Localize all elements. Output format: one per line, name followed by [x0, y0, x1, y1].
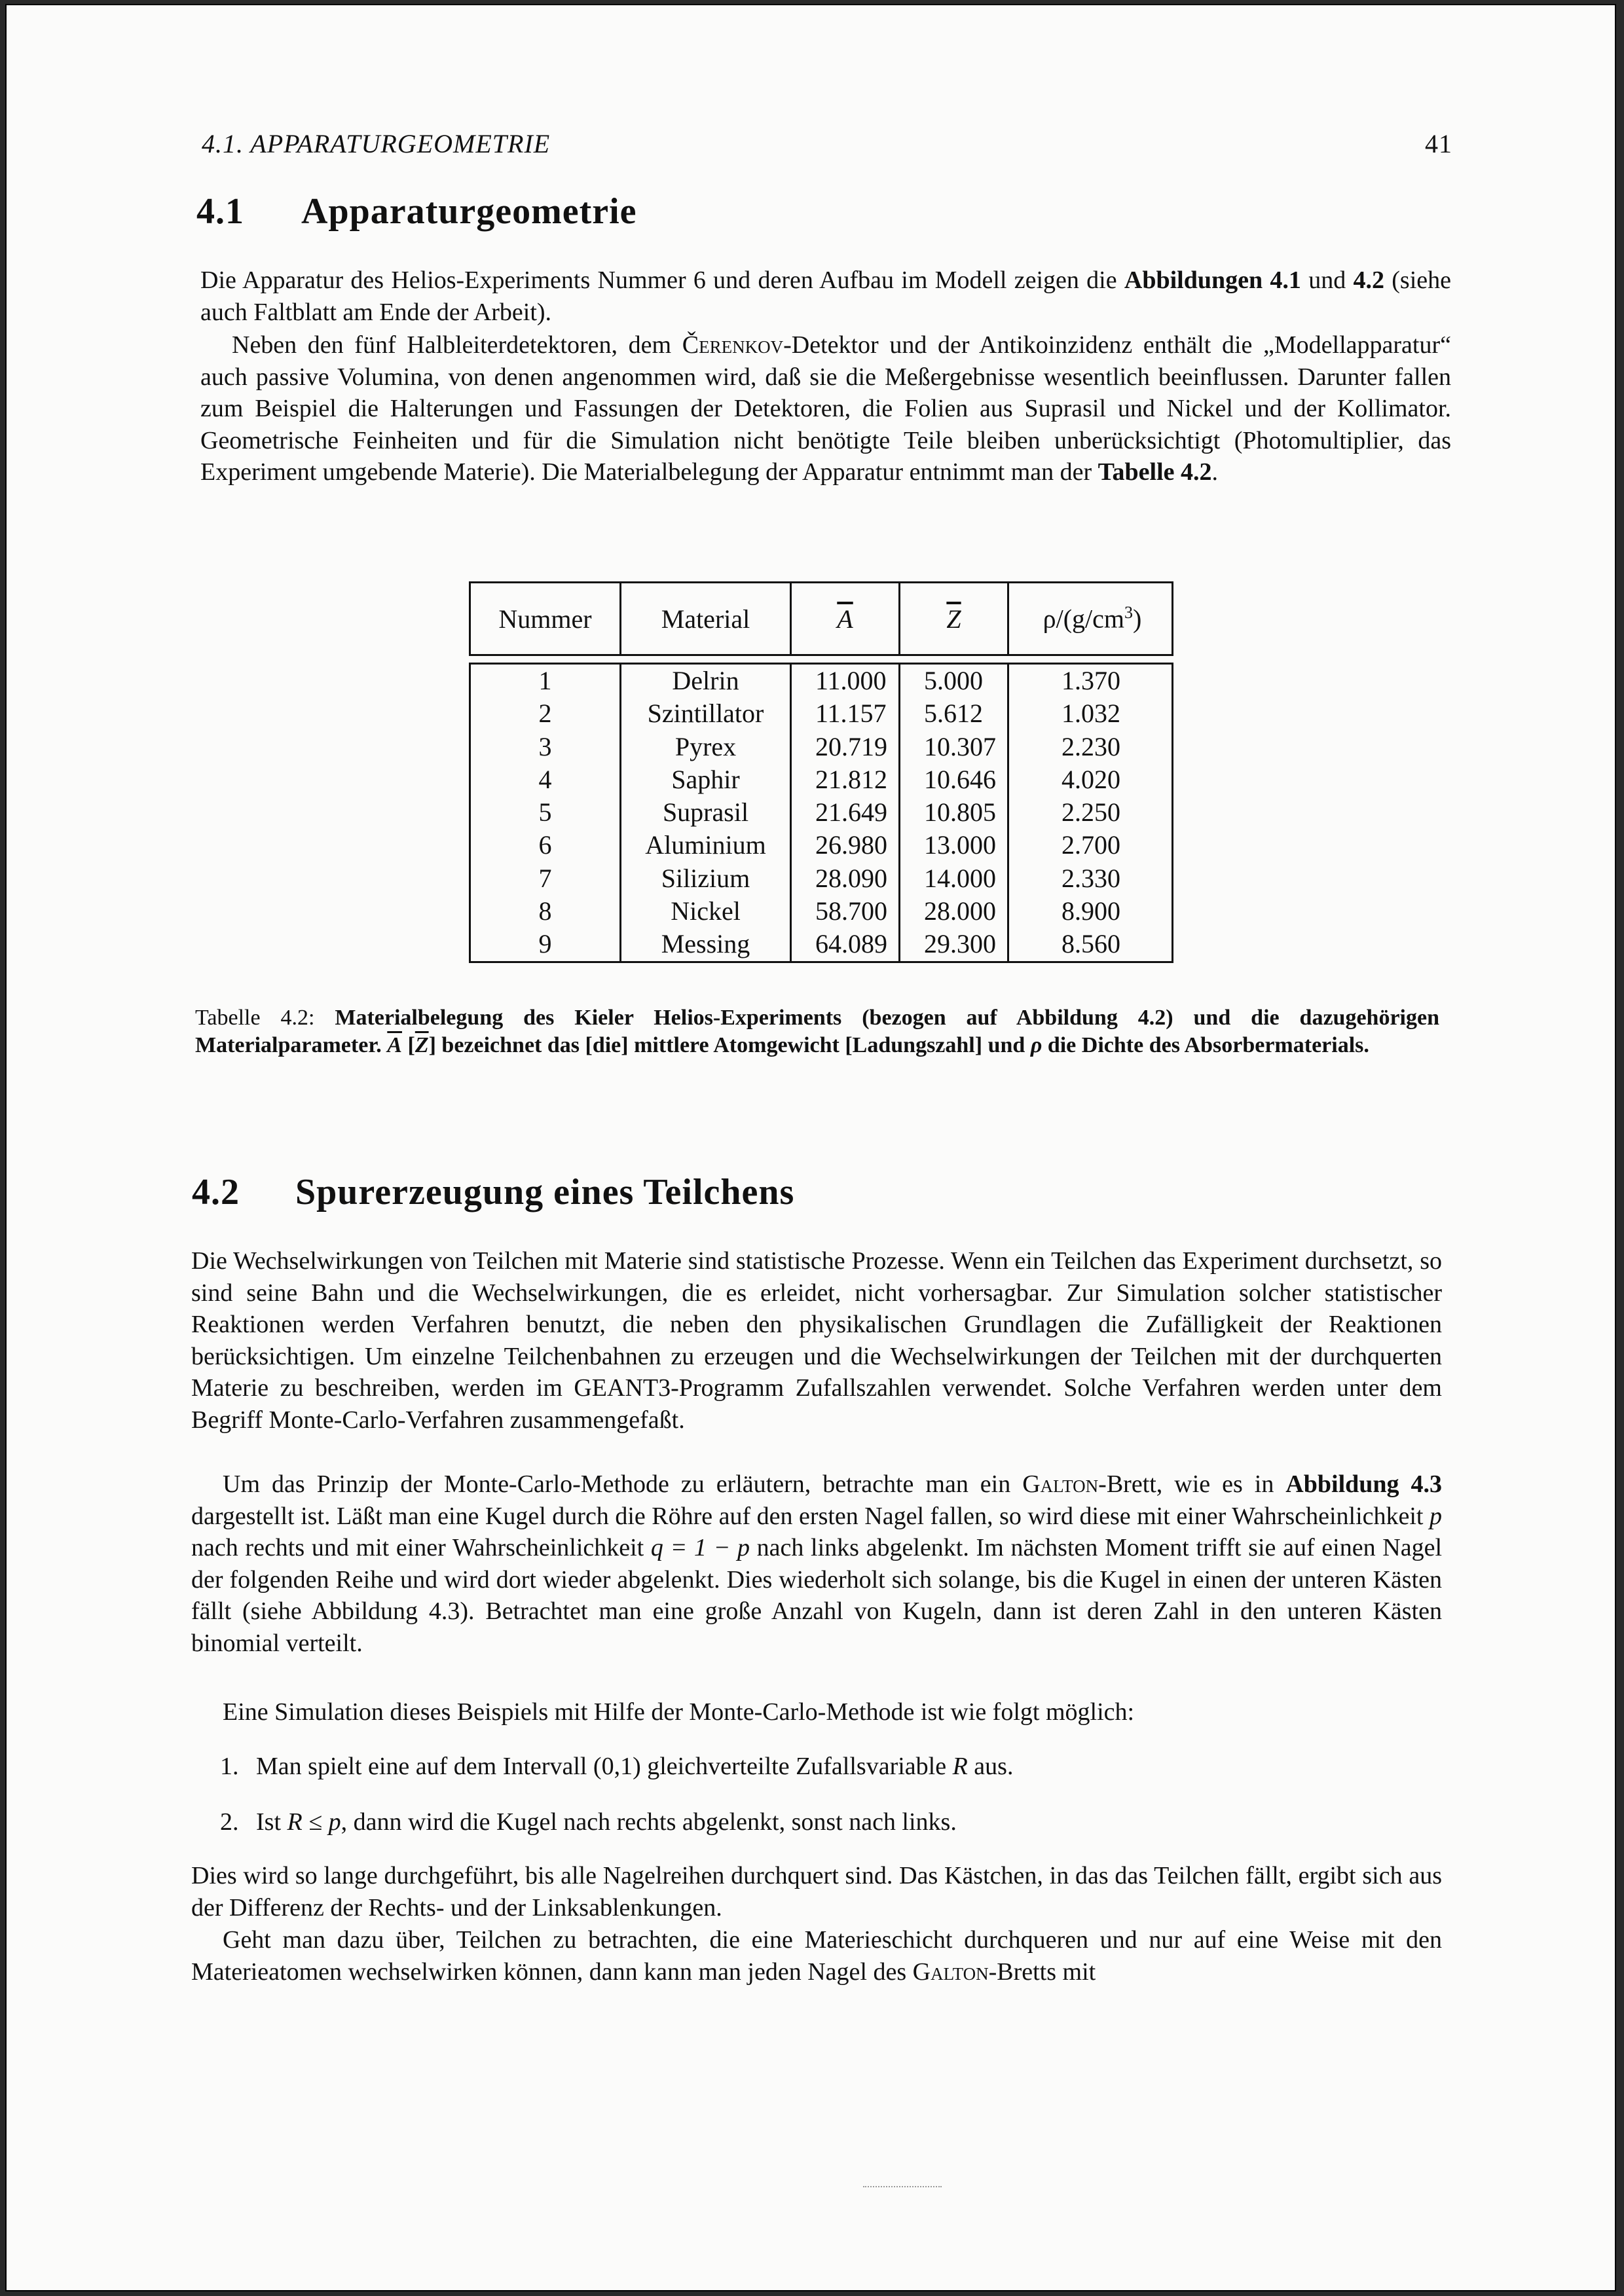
table-cell-a: 64.089 [815, 929, 887, 959]
column-a [792, 665, 900, 961]
table-cell-a: 11.157 [815, 699, 887, 729]
table-cell-a: 11.000 [815, 666, 887, 695]
column-header-material: Material [621, 583, 792, 654]
table-cell-material: Delrin [672, 666, 739, 695]
column-header-z: $\overline{Z}$ [900, 583, 1009, 654]
table-cell-z: 5.612 [924, 699, 983, 729]
paragraph: Neben den fünf Halbleiterdetektoren, dem Čerenkov-Detektor und der Antikoinzidenz enthält die „Modellapparatur“ auch passive Volumina, von denen angenommen wird, daß sie die Meßergebnisse wesentlich beeinflussen. Darunter fallen zum Beispiel die Halterungen und Fassungen der Detektoren, die Folien aus Suprasil und Nickel und der Kollimator. Geometrische Feinheiten und für die Simulation nicht benötigte Teile bleiben unberücksichtigt (Photomultiplier, das Experiment umgebende Materie). Die Materialbelegung der Apparatur entnimmt man der Tabelle 4.2. [200, 331, 1451, 486]
table-cell-nummer: 6 [538, 830, 552, 860]
table-caption: Tabelle 4.2: Materialbelegung des Kieler Helios-Experiments (bezogen auf Abbildung 4.2) und die dazugehörigen Materialparameter. $\overline{A}$ $[\overline{Z}]$ bezeichnet das [die] mittlere Atomgewicht [Ladungszahl] und ρ die Dichte des Absorbermaterials. [195, 1006, 1439, 1057]
column-material [621, 665, 792, 961]
table-cell-nummer: 1 [538, 666, 552, 695]
page-number: 41 [1425, 129, 1452, 158]
column-header-a: $\overline{A}$ [792, 583, 900, 654]
table-cell-rho: 1.370 [1061, 666, 1120, 695]
table-cell-material: Saphir [671, 764, 740, 794]
material-table [469, 581, 1173, 963]
running-head [202, 128, 1452, 159]
table-header [469, 581, 1173, 656]
column-nummer [471, 665, 621, 961]
paragraph: Die Apparatur des Helios-Experiments Nummer 6 und deren Aufbau im Modell zeigen die Abbildungen 4.1 und 4.2 (siehe auch Faltblatt am Ende der Arbeit). [200, 266, 1452, 326]
page [5, 4, 1616, 2291]
table-cell-rho: 1.032 [1061, 699, 1120, 729]
table-cell-z: 10.805 [924, 797, 996, 828]
table-cell-nummer: 7 [538, 863, 552, 893]
table-cell-z: 5.000 [924, 666, 983, 695]
table-cell-material: Szintillator [647, 699, 764, 729]
table-cell-nummer: 9 [538, 929, 552, 959]
table-cell-rho: 2.230 [1061, 731, 1120, 761]
table-cell-material: Silizium [661, 863, 750, 893]
table-cell-nummer: 8 [538, 896, 552, 926]
section-number: 4.1 [196, 191, 244, 232]
paragraph: Die Wechselwirkungen von Teilchen mit Materie sind statistische Prozesse. Wenn ein Teilchen das Experiment durchsetzt, so sind seine Bahn und die Wechselwirkungen, die es erleidet, nicht vorhersagbar. Zur Simulation solcher statistischer Reaktionen werden Verfahren benutzt, die neben den physikalischen Grundlagen die Zufälligkeit der Reaktionen berücksichtigen. Um einzelne Teilchenbahnen zu erzeugen und die Wechselwirkungen der Teilchen mit der durchquerten Materie zu beschreiben, werden im GEANT3-Programm Zufallszahlen verwendet. Solche Verfahren werden unter dem Begriff Monte-Carlo-Verfahren zusammengefaßt. [191, 1247, 1442, 1434]
paragraph: Dies wird so lange durchgeführt, bis alle Nagelreihen durchquert sind. Das Kästchen, in das das Teilchen fällt, ergibt sich aus der Differenz der Rechts- und der Linksablenkungen. [191, 1862, 1442, 1922]
table-cell-material: Aluminium [645, 830, 766, 860]
table-cell-material: Messing [661, 929, 750, 959]
column-rho [1009, 665, 1175, 961]
section-heading-4-2 [192, 1171, 794, 1213]
table-cell-rho: 2.330 [1061, 863, 1120, 893]
table-cell-rho: 8.560 [1061, 929, 1120, 959]
table-cell-rho: 4.020 [1061, 764, 1120, 794]
section-title: Spurerzeugung eines Teilchens [295, 1172, 795, 1212]
table-cell-rho: 2.250 [1061, 797, 1120, 828]
table-cell-a: 58.700 [815, 896, 887, 926]
table-cell-material: Nickel [671, 896, 741, 926]
table-cell-nummer: 2 [538, 699, 552, 729]
paragraph: Eine Simulation dieses Beispiels mit Hilfe der Monte-Carlo-Methode ist wie folgt möglich: [223, 1698, 1135, 1726]
table-cell-z: 29.300 [924, 929, 996, 959]
table-cell-z: 10.307 [924, 731, 996, 761]
scan-mark [863, 2186, 942, 2193]
table-cell-a: 21.649 [815, 797, 887, 828]
paragraph: Geht man dazu über, Teilchen zu betrachten, die eine Materieschicht durchqueren und nur auf eine Weise mit den Materieatomen wechselwirken können, dann kann man jeden Nagel des Galton-Bretts mit [191, 1926, 1442, 1986]
table-cell-a: 21.812 [815, 764, 887, 794]
table-body [469, 663, 1173, 963]
section-number: 4.2 [192, 1172, 240, 1212]
list-item: 1. Man spielt eine auf dem Intervall (0,1) gleichverteilte Zufallsvariable R aus. [220, 1753, 1014, 1780]
column-z [900, 665, 1009, 961]
section-heading-4-1 [196, 191, 637, 232]
table-cell-rho: 8.900 [1061, 896, 1120, 926]
table-cell-rho: 2.700 [1061, 830, 1120, 860]
table-cell-z: 28.000 [924, 896, 996, 926]
table-cell-z: 14.000 [924, 863, 996, 893]
column-header-nummer: Nummer [471, 583, 621, 654]
list-item: 2. Ist R ≤ p, dann wird die Kugel nach rechts abgelenkt, sonst nach links. [220, 1808, 957, 1836]
table-cell-nummer: 4 [538, 764, 552, 794]
table-cell-a: 26.980 [815, 830, 887, 860]
paragraph: Um das Prinzip der Monte-Carlo-Methode zu erläutern, betrachte man ein Galton-Brett, wie es in Abbildung 4.3 dargestellt ist. Läßt man eine Kugel durch die Röhre auf den ersten Nagel fallen, so wird diese mit einer Wahrscheinlichkeit p nach rechts und mit einer Wahrscheinlichkeit q = 1 − p nach links abgelenkt. Im nächsten Moment trifft sie auf einen Nagel der folgenden Reihe und wird dort wieder abgelenkt. Dies wiederholt sich solange, bis die Kugel in einen der unteren Kästen fällt (siehe Abbildung 4.3). Betrachtet man eine große Anzahl von Kugeln, dann ist deren Zahl in den unteren Kästen binomial verteilt. [191, 1470, 1442, 1657]
running-head-chapter: 4.1. APPARATURGEOMETRIE [202, 129, 551, 158]
table-cell-nummer: 3 [538, 731, 552, 761]
table-cell-z: 13.000 [924, 830, 996, 860]
column-header-rho: $\rho/(g/cm^3)$ [1043, 603, 1142, 634]
section-title: Apparaturgeometrie [301, 191, 637, 232]
table-cell-z: 10.646 [924, 764, 996, 794]
table-cell-a: 28.090 [815, 863, 887, 893]
table-cell-material: Pyrex [674, 731, 737, 761]
table-cell-a: 20.719 [815, 731, 887, 761]
table-cell-material: Suprasil [662, 797, 749, 828]
table-cell-nummer: 5 [538, 797, 552, 828]
